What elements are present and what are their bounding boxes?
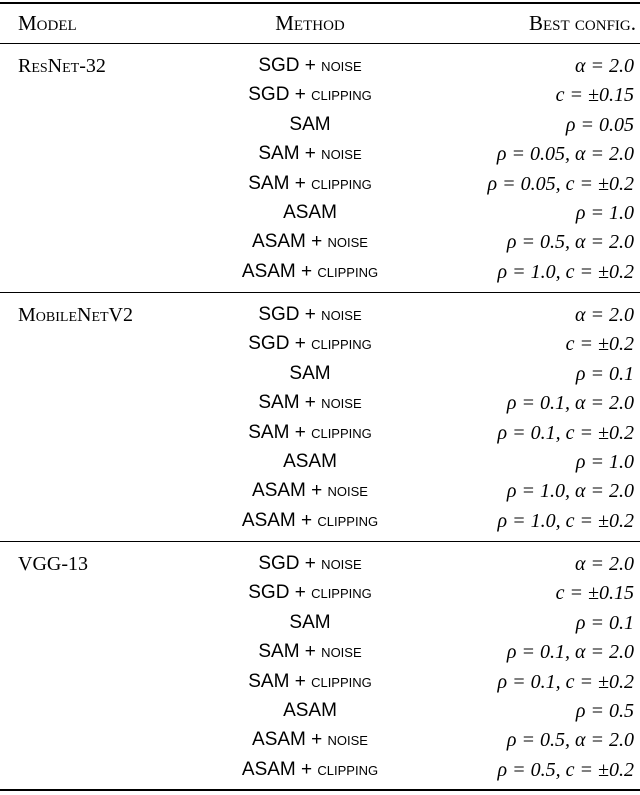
method-cell: SAM + clipping [248, 421, 372, 443]
table-row [0, 111, 640, 139]
model-name: MobileNetV2 [18, 304, 133, 326]
method-suffix: noise [321, 641, 362, 663]
config-cell: ρ = 0.1 [575, 611, 634, 634]
header-method: Method [275, 11, 345, 35]
method-suffix: clipping [317, 509, 379, 531]
config-cell: c = ±0.2 [565, 333, 634, 356]
model-name: VGG-13 [18, 553, 88, 575]
table-row [0, 550, 640, 578]
method-cell: SGD + clipping [248, 333, 372, 355]
method-cell: SAM [289, 362, 331, 384]
table-row [0, 579, 640, 607]
config-cell: ρ = 0.1, c = ±0.2 [497, 421, 634, 444]
config-cell: ρ = 0.1, c = ±0.2 [497, 670, 634, 693]
table-row [0, 199, 640, 227]
table-row [0, 697, 640, 725]
method-suffix: noise [327, 480, 368, 502]
method-suffix: noise [321, 304, 362, 325]
table-row [0, 609, 640, 637]
config-cell: ρ = 0.5, α = 2.0 [506, 729, 634, 752]
config-cell: ρ = 0.1, α = 2.0 [506, 392, 634, 415]
table-row [0, 477, 640, 505]
method-suffix: noise [327, 729, 368, 751]
method-suffix: clipping [317, 260, 379, 282]
top-rule [0, 2, 640, 4]
method-suffix: noise [321, 55, 362, 76]
method-cell: ASAM + noise [252, 231, 368, 253]
method-cell: SAM + noise [258, 641, 362, 663]
method-suffix: clipping [311, 333, 372, 355]
config-cell: ρ = 0.1, α = 2.0 [506, 641, 634, 664]
config-cell: c = ±0.15 [555, 84, 634, 107]
config-cell: ρ = 1.0 [575, 451, 634, 473]
table-header [0, 9, 640, 37]
table-row [0, 228, 640, 256]
table-row [0, 170, 640, 198]
table-row [0, 756, 640, 784]
table-row [0, 52, 640, 80]
method-cell: ASAM [283, 700, 337, 721]
method-suffix: clipping [311, 421, 372, 443]
table-row [0, 448, 640, 476]
config-cell: ρ = 0.05, c = ±0.2 [487, 172, 634, 195]
method-suffix: noise [327, 231, 368, 253]
method-suffix: clipping [317, 758, 379, 780]
method-cell: ASAM [283, 202, 337, 223]
model-name: ResNet-32 [18, 55, 106, 77]
method-cell: ASAM + clipping [241, 509, 379, 531]
config-cell: ρ = 1.0, c = ±0.2 [497, 260, 634, 283]
config-cell: ρ = 0.05, α = 2.0 [496, 143, 634, 166]
table-row [0, 668, 640, 696]
method-cell: SGD + noise [258, 55, 362, 76]
method-cell: SGD + noise [258, 304, 362, 325]
config-cell: ρ = 0.1 [575, 362, 634, 385]
method-cell: ASAM + clipping [241, 260, 379, 282]
method-suffix: noise [321, 392, 362, 414]
table-row [0, 258, 640, 286]
method-suffix: noise [321, 553, 362, 574]
config-cell: ρ = 0.05 [565, 113, 634, 136]
config-cell: ρ = 0.5, c = ±0.2 [497, 758, 634, 781]
config-cell: ρ = 0.5 [575, 700, 634, 722]
header-model: Model [18, 11, 77, 35]
config-cell: ρ = 1.0, c = ±0.2 [497, 509, 634, 532]
config-cell: ρ = 1.0, α = 2.0 [506, 480, 634, 503]
table-row [0, 419, 640, 447]
table-row [0, 389, 640, 417]
table-row [0, 330, 640, 358]
table-row [0, 81, 640, 109]
config-cell: c = ±0.15 [555, 582, 634, 605]
header-rule [0, 43, 640, 44]
method-cell: ASAM [283, 451, 337, 472]
bottom-rule [0, 789, 640, 791]
method-cell: SAM + noise [258, 392, 362, 414]
group-rule-2 [0, 541, 640, 542]
table-row [0, 360, 640, 388]
config-cell: ρ = 0.5, α = 2.0 [506, 231, 634, 254]
header-config: Best config. [528, 11, 636, 35]
config-cell: α = 2.0 [575, 553, 634, 575]
method-cell: SGD + noise [258, 553, 362, 574]
table-row [0, 726, 640, 754]
config-cell: ρ = 1.0 [575, 202, 634, 224]
table-row [0, 638, 640, 666]
config-cell: α = 2.0 [575, 304, 634, 326]
method-suffix: noise [321, 143, 362, 165]
method-suffix: clipping [311, 84, 372, 106]
table-row [0, 507, 640, 535]
method-cell: ASAM + noise [252, 729, 368, 751]
config-cell: α = 2.0 [575, 55, 634, 77]
group-rule-1 [0, 292, 640, 293]
method-suffix: clipping [311, 670, 372, 692]
method-cell: SGD + clipping [248, 582, 372, 604]
method-cell: SAM [289, 113, 331, 135]
method-cell: SAM [289, 611, 331, 633]
method-cell: SGD + clipping [248, 84, 372, 106]
method-suffix: clipping [311, 582, 372, 604]
method-cell: ASAM + noise [252, 480, 368, 502]
method-cell: ASAM + clipping [241, 758, 379, 780]
method-cell: SAM + clipping [248, 670, 372, 692]
table-row [0, 140, 640, 168]
method-cell: SAM + clipping [248, 172, 372, 194]
method-suffix: clipping [311, 172, 372, 194]
table-row [0, 301, 640, 329]
method-cell: SAM + noise [258, 143, 362, 165]
